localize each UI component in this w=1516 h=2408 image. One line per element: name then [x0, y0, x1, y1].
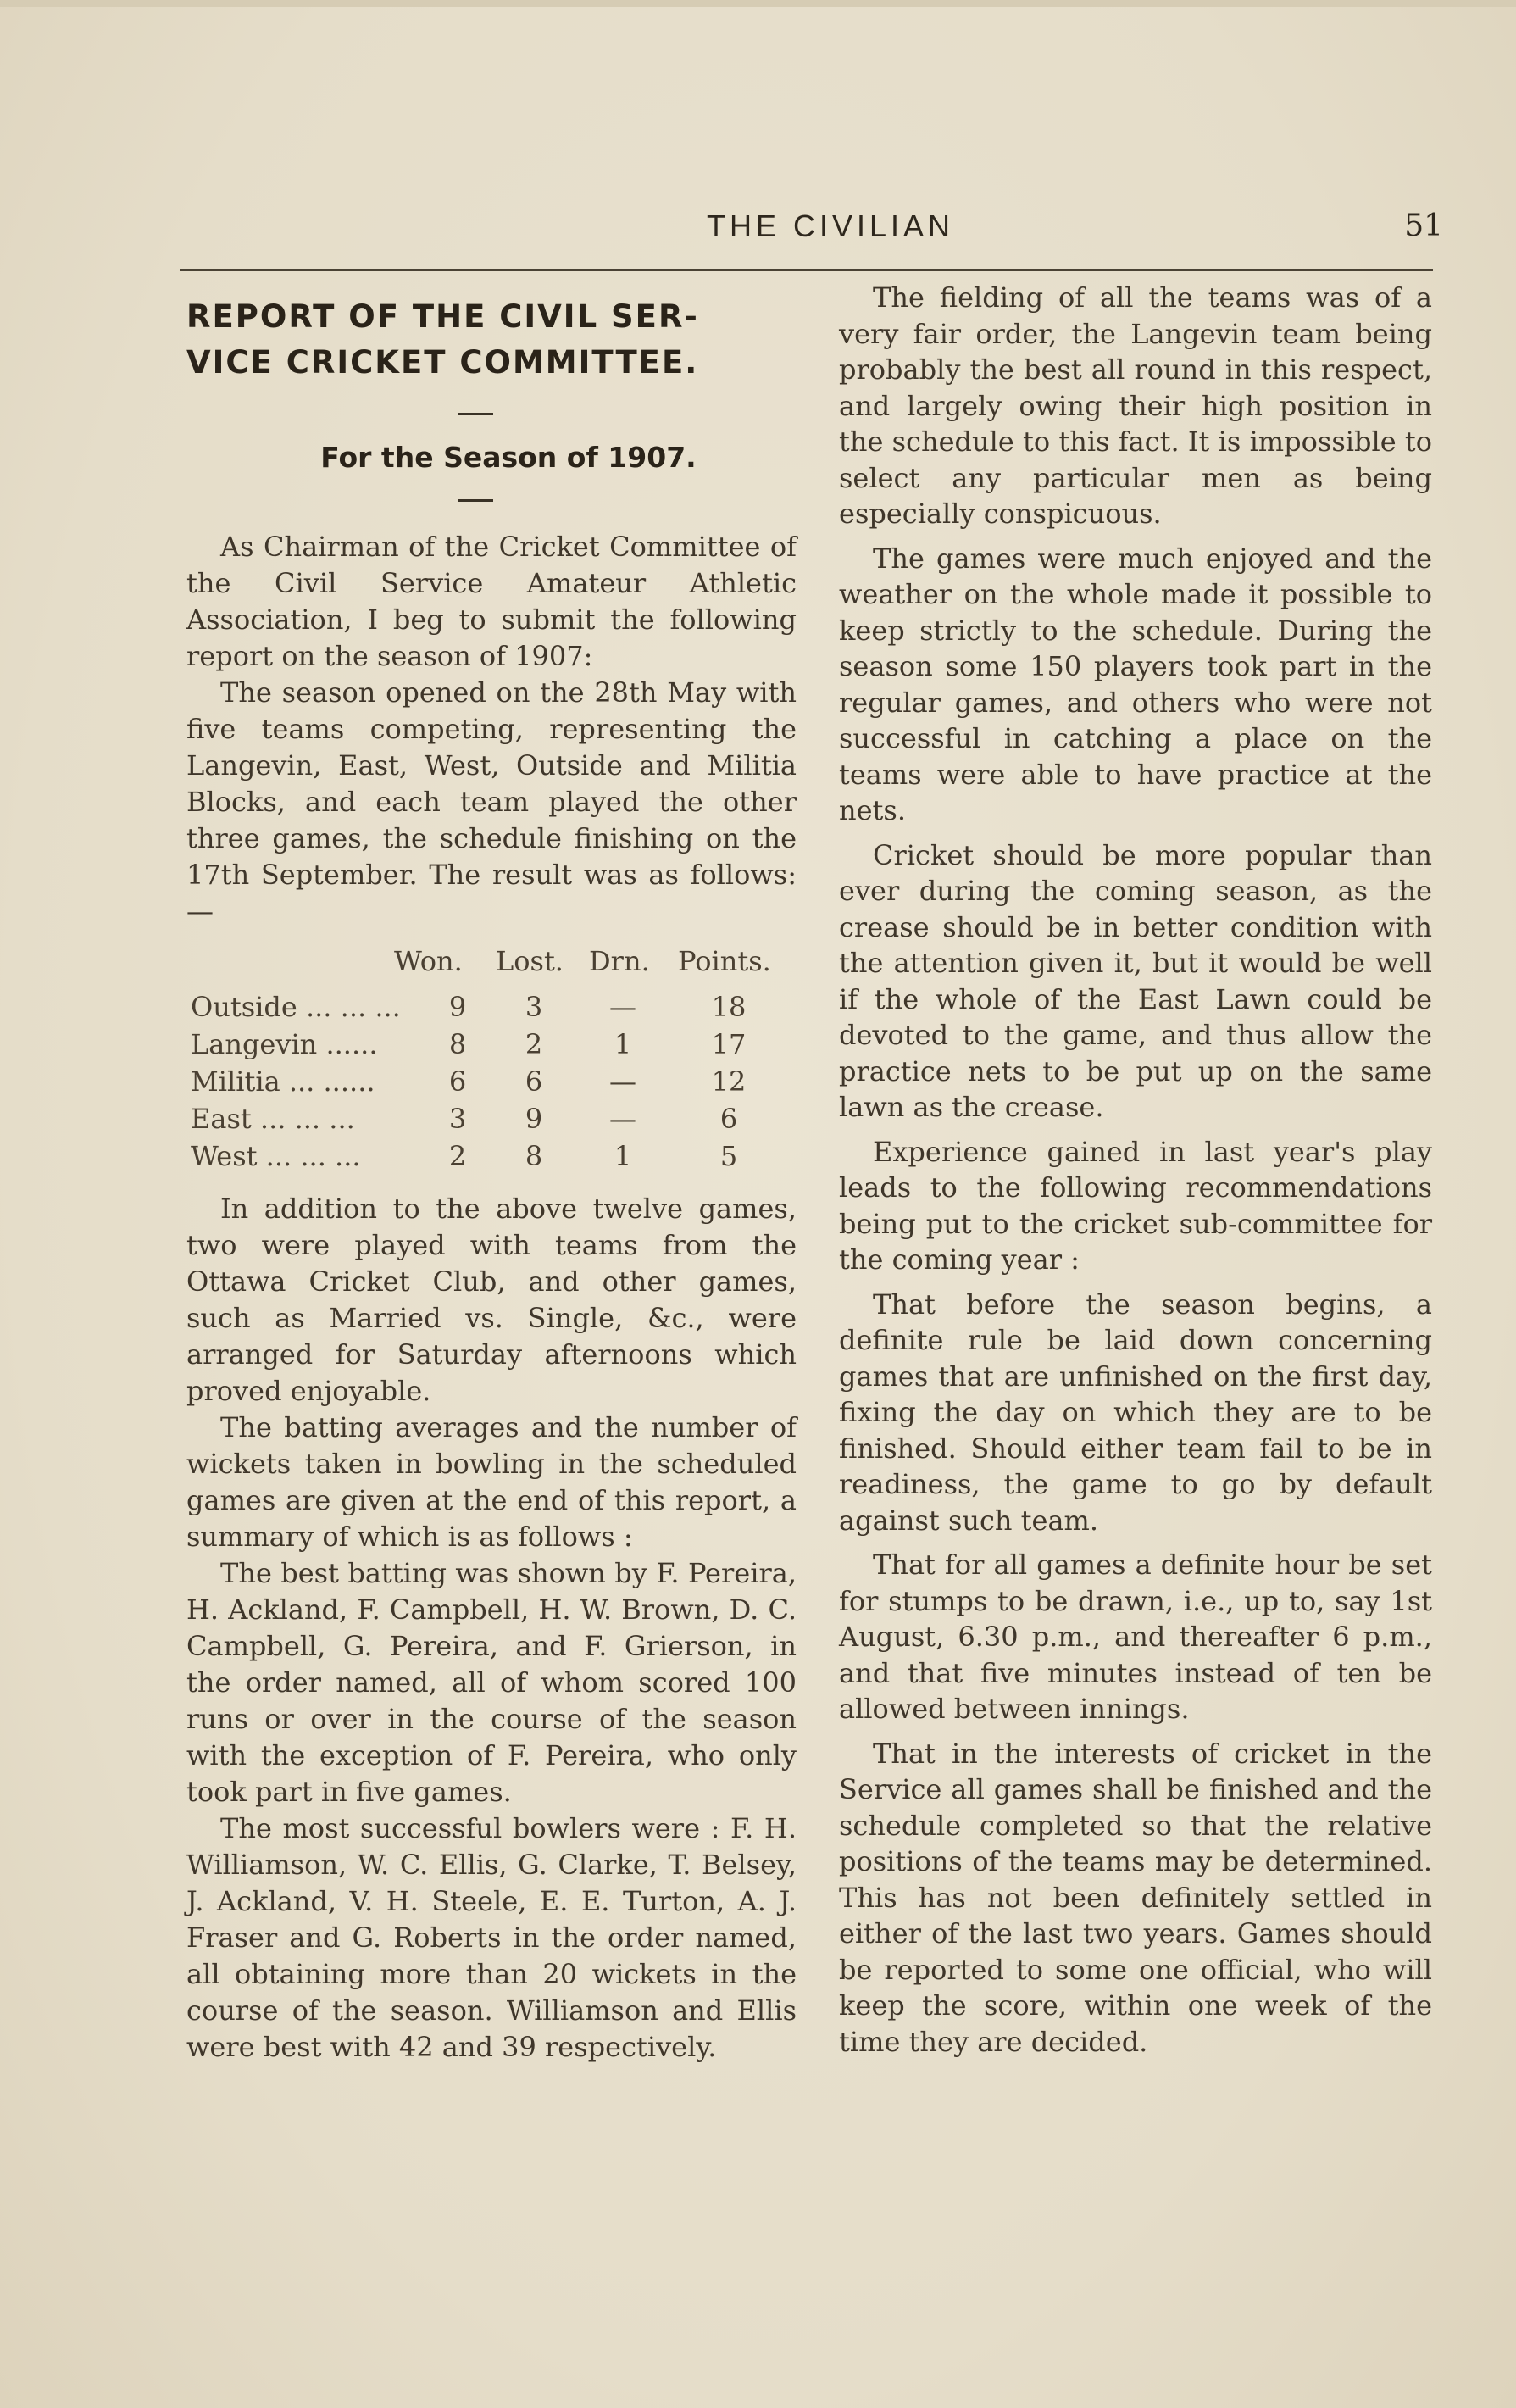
header-points: Points. — [678, 945, 771, 977]
paragraph: The most successful bowlers were : F. H. Williamson, W. C. Ellis, G. Clarke, T. Belsey, J. Ackland, V. H. Steele, E. E. Turton, A. J. Fraser and G. Roberts in the order named, all obtaining more than 20 wickets in the course of the season. Williamson and Ellis were best with 42 and 39 respectively. — [186, 1812, 797, 2063]
drn-value: 1 — [614, 1140, 632, 1172]
lost-value: 9 — [525, 1103, 543, 1135]
points-value: 12 — [711, 1065, 747, 1098]
results-row — [186, 1028, 797, 1065]
points-value: 18 — [711, 991, 747, 1023]
drn-value: — — [609, 1065, 636, 1098]
drn-value: 1 — [614, 1028, 632, 1060]
points-value: 6 — [719, 1103, 738, 1135]
paragraph: Experience gained in last year's play leads to the following recommendations being put to the cricket sub-committee for the coming year : — [839, 1135, 1432, 1276]
won-value: 6 — [448, 1065, 467, 1098]
won-value: 3 — [448, 1103, 467, 1135]
results-row — [186, 991, 797, 1028]
paragraph: That for all games a definite hour be set for stumps to be drawn, i.e., up to, say 1st August, 6.30 p.m., and thereafter 6 p.m., and that five minutes instead of ten be allowed between innings. — [839, 1549, 1432, 1725]
paragraph: That in the interests of cricket in the Service all games shall be finished and the schedule completed so that the relative positions of the teams may be determined. This has not been definitely settled in either of the last two years. Games should be reported to some one official, who will keep the score, within one week of the time they are decided. — [839, 1737, 1432, 2058]
paragraph: Cricket should be more popular than ever during the coming season, as the crease should be in better condition with the attention given it, but it would be well if the whole of the East Lawn could be devoted to the game, and thus allow the practice nets to be put up on the same lawn as the crease. — [839, 838, 1432, 1123]
report-subtitle: For the Season of 1907. — [320, 441, 697, 474]
points-value: 5 — [719, 1140, 738, 1172]
results-row — [186, 1065, 797, 1103]
paragraph: As Chairman of the Cricket Committee of the Civil Service Amateur Athletic Association, I beg to submit the following report on the season of 1907: — [186, 531, 797, 672]
team-name: Outside ... ... ... — [191, 991, 401, 1023]
drn-value: — — [609, 1103, 636, 1135]
drn-value: — — [609, 991, 636, 1023]
right-column — [839, 280, 1432, 2060]
paragraph: The batting averages and the number of wickets taken in bowling in the scheduled games are given at the end of this report, a summary of which is as follows : — [186, 1411, 797, 1553]
report-title — [186, 294, 797, 386]
results-table — [186, 945, 797, 1177]
header-lost: Lost. — [496, 945, 564, 977]
points-value: 17 — [711, 1028, 747, 1060]
results-header-row — [186, 945, 797, 991]
lost-value: 2 — [525, 1028, 543, 1060]
paragraph: The games were much enjoyed and the weather on the whole made it possible to keep strictly to the schedule. During the season some 150 players took part in the regular games, and others who were not successful in catching a place on the teams were able to have practice at the nets. — [839, 542, 1432, 826]
header-drn: Drn. — [589, 945, 650, 977]
lost-value: 6 — [525, 1065, 543, 1098]
won-value: 9 — [448, 991, 467, 1023]
paragraph: That before the season begins, a definite rule be laid down concerning games that are unfinished on the first day, fixing the day on which they are to be finished. Should either team fail to be in readiness, the game to go by default against such team. — [839, 1287, 1432, 1537]
won-value: 8 — [448, 1028, 467, 1060]
header-won: Won. — [394, 945, 463, 977]
report-title-line2: VICE CRICKET COMMITTEE. — [186, 344, 699, 381]
results-row — [186, 1140, 797, 1177]
running-title: THE CIVILIAN — [706, 209, 955, 243]
page-top-edge — [0, 0, 1516, 7]
paragraph: In addition to the above twelve games, two were played with teams from the Ottawa Cricket Club, and other games, such as Married vs. Single, &c., were arranged for Saturday afternoons which proved enjoyable. — [186, 1193, 797, 1407]
page-number: 51 — [1404, 209, 1443, 243]
paragraph: The fielding of all the teams was of a very fair order, the Langevin team being probably the best all round in this respect, and largely owing their high position in the schedule to this fact. It is impossible to select any particular men as being especially conspicuous. — [839, 281, 1432, 530]
team-name: Langevin ...... — [191, 1028, 378, 1060]
left-column — [186, 280, 797, 2066]
report-title-line1: REPORT OF THE CIVIL SER- — [186, 298, 699, 335]
page-header — [182, 209, 1453, 251]
team-name: West ... ... ... — [191, 1140, 361, 1172]
team-name: East ... ... ... — [191, 1103, 355, 1135]
paragraph: The season opened on the 28th May with five teams competing, representing the Langevin, East, West, Outside and Militia Blocks, and each team played the other three games, the schedule finishing on the 17th September. The result was as follows:— — [186, 676, 797, 927]
lost-value: 8 — [525, 1140, 543, 1172]
paragraph: The best batting was shown by F. Pereira, H. Ackland, F. Campbell, H. W. Brown, D. C. Campbell, G. Pereira, and F. Grierson, in the order named, all of whom scored 100 runs or over in the course of the season with the exception of F. Pereira, who only took part in five games. — [186, 1557, 797, 1808]
won-value: 2 — [448, 1140, 467, 1172]
title-dash — [458, 413, 493, 415]
results-row — [186, 1103, 797, 1140]
team-name: Militia ... ...... — [191, 1065, 375, 1098]
lost-value: 3 — [525, 991, 543, 1023]
header-rule — [180, 269, 1433, 271]
